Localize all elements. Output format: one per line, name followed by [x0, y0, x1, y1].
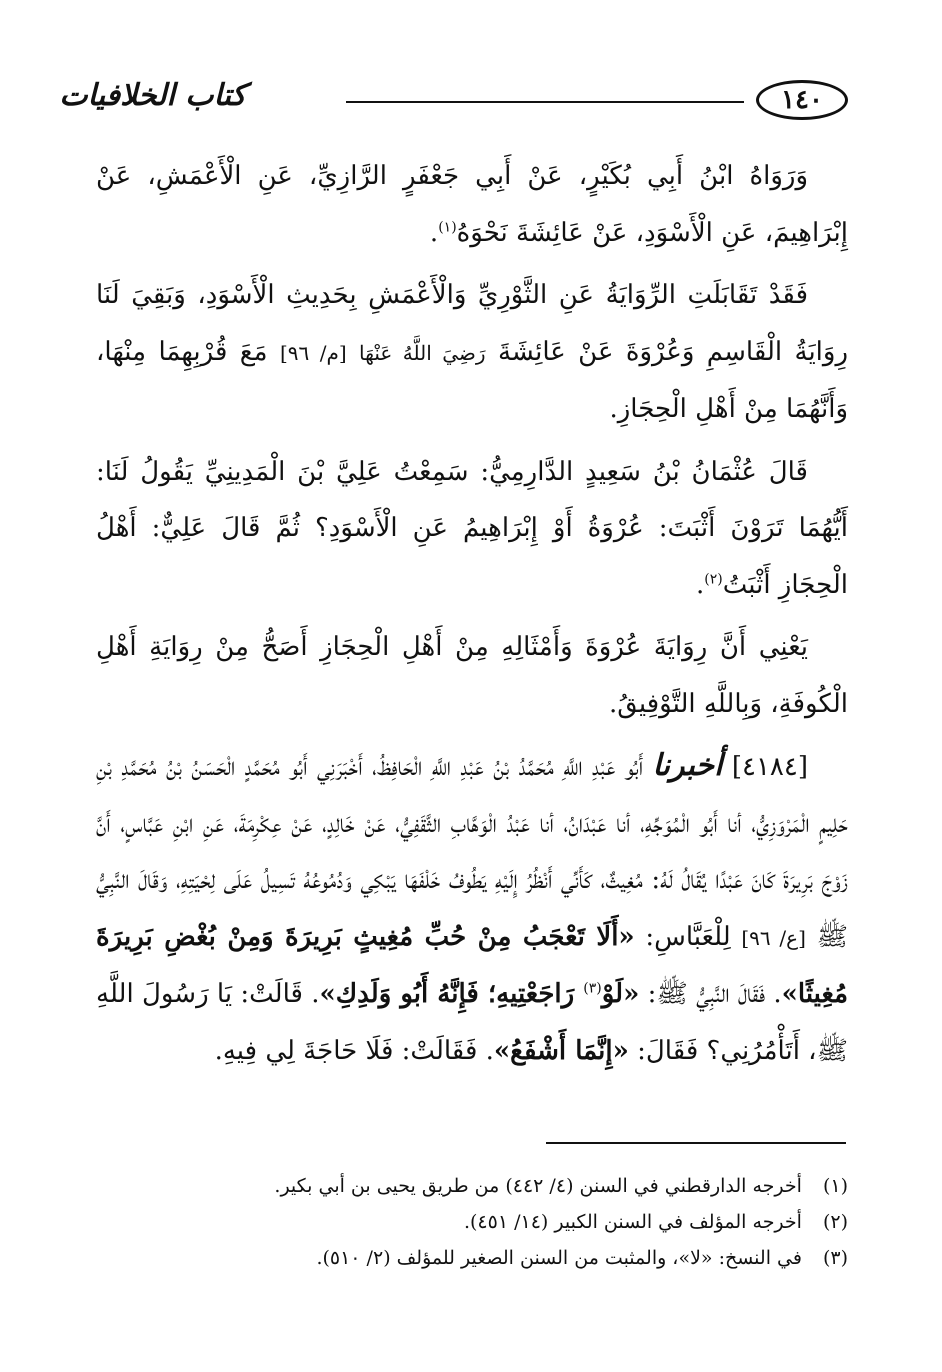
paragraph-3	[96, 444, 848, 614]
hadith-text-b: لِلْعَبَّاسِ:	[634, 921, 742, 952]
paragraph-1-end: .	[429, 217, 439, 248]
page-header	[59, 78, 848, 124]
manuscript-marker-m96: [م/ ٩٦]	[279, 340, 347, 365]
footnote-text: في النسخ: «لا»، والمثبت من السنن الصغير للمؤلف (٢/ ٥١٠).	[316, 1247, 802, 1269]
salla-glyph-1: ﷺ	[816, 921, 848, 952]
paragraph-2-text-a: فَقَدْ تَقَابَلَتِ الرِّوَايَةُ عَنِ الثَّوْرِيِّ وَالْأَعْمَشِ بِحَدِيثِ الْأَسْوَدِ، وَبَقِيَ لَنَا رِوَايَةُ الْقَاسِمِ وَعُرْوَةَ عَنْ عَائِشَةَ	[96, 280, 849, 367]
paragraph-2	[96, 267, 848, 438]
paragraph-4	[96, 619, 848, 732]
prophet-quote-1: «أَلَا تَعْجَبُ مِنْ حُبِّ مُغِيثٍ بَرِيرَةَ وَمِنْ بُغْضِ بَرِيرَةَ مُغِيثًا»	[96, 921, 848, 1009]
hadith-text-e: . قَالَتْ: يَا رَسُولَ اللَّهِ	[96, 979, 320, 1009]
manuscript-marker-a96: [ع/ ٩٦]	[741, 925, 806, 950]
akhbarana-label: أخبرنا	[652, 748, 723, 783]
hadith-text-a: أَبُو عَبْدِ اللَّهِ مُحَمَّدُ بْنُ عَبْدِ اللَّهِ الْحَافِظُ، أَخْبَرَنِي أَبُو مُحَمَّدٍ الْحَسَنُ بْنُ مُحَمَّدِ بْنِ حَلِيمٍ الْمَرْوَزِيُّ، أنا أَبُو الْمُوَجِّهِ، أنا عَبْدَانُ، أنا عَبْدُ الْوَهَّابِ الثَّقَفِيُّ، عَنْ خَالِدٍ، عَنْ عِكْرِمَةَ، عَنِ ابْنِ عَبَّاسٍ، أَنَّ زَوْجَ بَرِيرَةَ كَانَ عَبْدًا يُقَالُ لَهُ: مُغِيثٌ، كَأَنِّي أَنْظُرُ إِلَيْهِ يَطُوفُ خَلْفَهَا يَبْكِي وَدُمُوعُهُ تَسِيلُ عَلَى لِحْيَتِهِ، وَقَالَ النَّبِيُّ	[96, 752, 848, 895]
book-title: كتاب الخلافيات	[59, 78, 246, 113]
footnote-2	[96, 1204, 848, 1240]
header-rule	[346, 101, 744, 103]
hadith-text-f: ، أَتَأْمُرُنِي؟ فَقَالَ:	[628, 1035, 817, 1066]
honorific-radiyallahu: رَضِيَ اللَّهُ عَنْهَا	[359, 340, 486, 365]
footnote-ref-2[interactable]: (٢)	[704, 570, 723, 587]
prophet-quote-2a: «لَوْ	[601, 979, 640, 1009]
paragraph-1-text: وَرَوَاهُ ابْنُ أَبِي بُكَيْرٍ، عَنْ أَبِي جَعْفَرٍ الرَّازِيِّ، عَنِ الْأَعْمَشِ، عَنْ إِبْرَاهِيمَ، عَنِ الْأَسْوَدِ، عَنْ عَائِشَةَ نَحْوَهُ	[96, 161, 848, 248]
footnote-1	[96, 1168, 848, 1204]
salla-glyph-3: ﷺ	[816, 1035, 848, 1066]
footnote-ref-3[interactable]: (٣)	[583, 980, 602, 997]
footnote-text: أخرجه المؤلف في السنن الكبير (١٤/ ٤٥١).	[463, 1211, 802, 1233]
paragraph-2-text-b: مَعَ قُرْبِهِمَا مِنْهَا، وَأَنَّهُمَا مِنْ أَهْلِ الْحِجَازِ.	[96, 336, 848, 424]
footnote-number: (٢)	[822, 1211, 848, 1233]
hadith-number: [٤١٨٤]	[731, 752, 808, 782]
footnote-text: أخرجه الدارقطني في السنن (٤/ ٤٤٢) من طريق يحيى بن أبي بكير.	[274, 1175, 802, 1197]
prophet-quote-3: «إِنَّمَا أَشْفَعُ»	[493, 1035, 629, 1066]
paragraph-3-end: .	[695, 569, 705, 600]
hadith-text-d: :	[639, 979, 657, 1009]
hadith-text-g: . فَقَالَتْ: فَلَا حَاجَةَ لِي فِيهِ.	[214, 1035, 494, 1066]
paragraph-1	[96, 148, 848, 261]
paragraph-4-text: يَعْنِي أَنَّ رِوَايَةَ عُرْوَةَ وَأَمْثَالِهِ مِنْ أَهْلِ الْحِجَازِ أَصَحُّ مِنْ رِوَايَةِ أَهْلِ الْكُوفَةِ، وَبِاللَّهِ التَّوْفِيقُ.	[96, 632, 848, 719]
footnote-number: (١)	[822, 1175, 848, 1197]
footnotes	[96, 1168, 848, 1276]
hadith-text-c: . فَقَالَ النَّبِيُّ	[687, 979, 782, 1009]
body-text	[96, 148, 848, 1085]
footnote-3	[96, 1240, 848, 1276]
salla-glyph-2: ﷺ	[656, 979, 688, 1009]
footnote-separator	[546, 1142, 846, 1144]
footnote-number: (٣)	[822, 1247, 848, 1269]
footnote-ref-1[interactable]: (١)	[438, 218, 457, 235]
paragraph-5-hadith	[96, 738, 848, 1079]
prophet-quote-2b: رَاجَعْتِيهِ؛ فَإِنَّهُ أَبُو وَلَدِكِ»	[319, 979, 584, 1009]
page-number: ١٤٠	[756, 80, 848, 120]
paragraph-3-text: قَالَ عُثْمَانُ بْنُ سَعِيدٍ الدَّارِمِيُّ: سَمِعْتُ عَلِيَّ بْنَ الْمَدِينِيِّ يَقُولُ لَنَا: أَيُّهُمَا تَرَوْنَ أَثْبَتَ: عُرْوَةُ أَوْ إِبْرَاهِيمُ عَنِ الْأَسْوَدِ؟ ثُمَّ قَالَ عَلِيٌّ: أَهْلُ الْحِجَازِ أَثْبَتُ	[96, 456, 848, 600]
